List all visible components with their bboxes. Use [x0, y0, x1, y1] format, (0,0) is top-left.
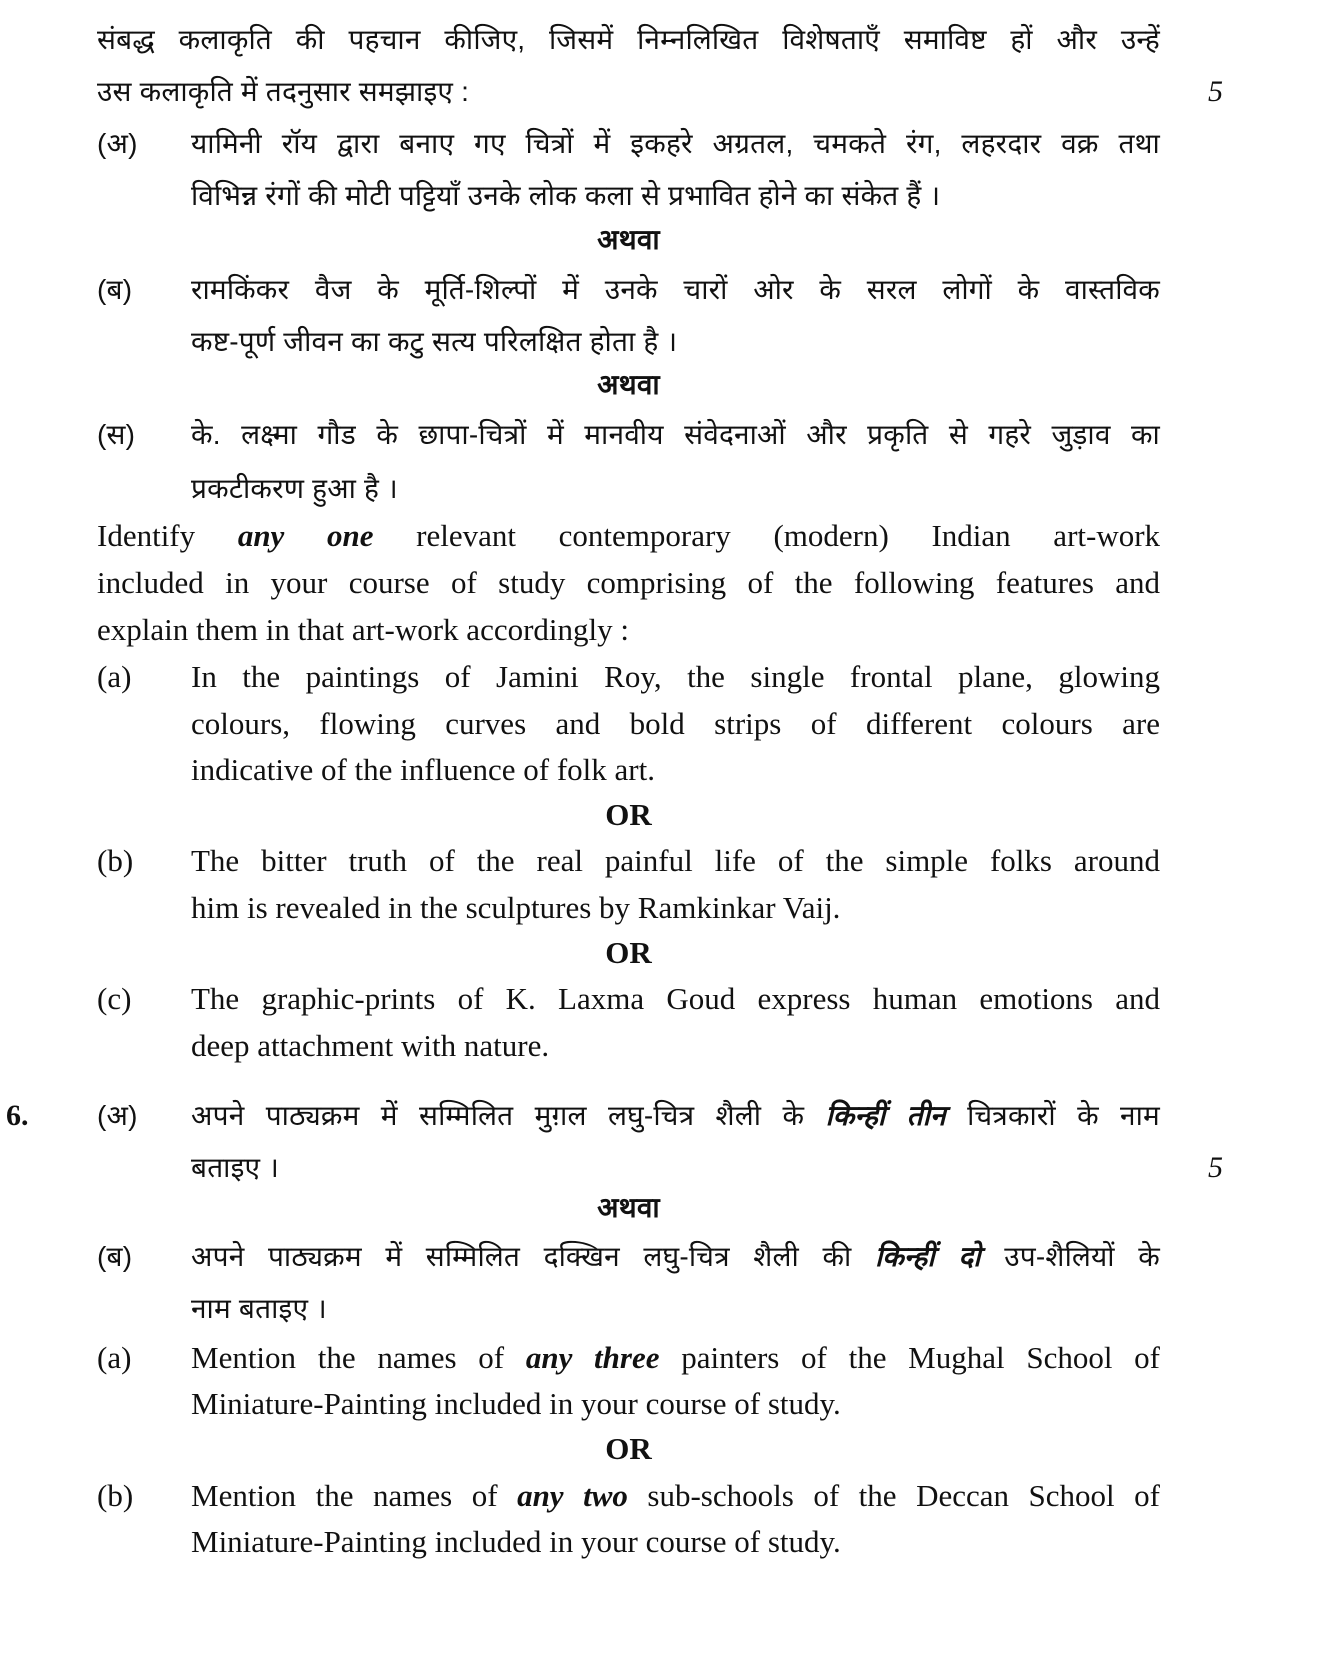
english-or-divider: OR [605, 797, 652, 832]
q6-hindi-a-line2: बताइए । [191, 1152, 280, 1183]
q6-hindi-b-line2: नाम बताइए । [191, 1293, 327, 1324]
q5-english-intro-line2: included in your course of study comprising of the following features and [97, 565, 1160, 600]
q5-hindi-option-b-line2: कष्ट-पूर्ण जीवन का कटु सत्य परिलक्षित होता है । [191, 326, 678, 357]
q6-hindi-b-post: उप-शैलियों के [1004, 1241, 1160, 1272]
q5-hindi-option-label: (अ) [97, 128, 138, 159]
q6-english-b-line1 [191, 1478, 1160, 1514]
q6-english-b-line2: Miniature-Painting included in your course of study. [191, 1524, 841, 1559]
q6-english-b-label: (b) [97, 1478, 134, 1513]
q6-english-a-post: painters of the Mughal School of [681, 1340, 1160, 1375]
q6-english-b-pre: Mention the names of [191, 1478, 498, 1513]
q6-hindi-b-label: (ब) [97, 1241, 133, 1272]
q6-english-a-emphasis: any three [525, 1340, 660, 1375]
q5-hindi-intro-line1: संबद्ध कलाकृति की पहचान कीजिए, जिसमें निम्नलिखित विशेषताएँ समाविष्ट हों और उन्हें [97, 24, 1160, 55]
english-or-divider: OR [605, 1431, 652, 1466]
q5-english-option-label: (a) [97, 659, 132, 694]
q6-hindi-a-pre: अपने पाठ्यक्रम में सम्मिलित मुग़ल लघु-चित्र शैली के [191, 1100, 805, 1131]
q5-hindi-option-c-line2: प्रकटीकरण हुआ है । [191, 473, 398, 504]
q5-hindi-option-label: (स) [97, 419, 136, 450]
q6-hindi-b-pre: अपने पाठ्यक्रम में सम्मिलित दक्खिन लघु-चित्र शैली की [191, 1241, 852, 1272]
q5-english-option-a-line2: colours, flowing curves and bold strips of different colours are [191, 706, 1160, 741]
hindi-or-divider: अथवा [597, 224, 660, 255]
intro-pre: Identify [97, 518, 196, 553]
q5-hindi-option-label: (ब) [97, 274, 133, 305]
q5-english-option-b-line1: The bitter truth of the real painful life of the simple folks around [191, 843, 1160, 878]
q6-hindi-a-label: (अ) [97, 1100, 138, 1131]
q6-english-a-line2: Miniature-Painting included in your course of study. [191, 1386, 841, 1421]
q5-english-intro-line3: explain them in that art-work accordingly : [97, 612, 629, 647]
q6-english-a-line1 [191, 1340, 1160, 1376]
q5-english-option-a-line3: indicative of the influence of folk art. [191, 752, 655, 787]
q5-marks: 5 [1208, 75, 1223, 108]
q6-english-b-emphasis: any two [517, 1478, 628, 1513]
q5-hindi-option-c-line1: के. लक्ष्मा गौड के छापा-चित्रों में मानवीय संवेदनाओं और प्रकृति से गहरे जुड़ाव का [191, 419, 1160, 450]
question-number: 6. [6, 1099, 29, 1132]
q5-hindi-option-a-line2: विभिन्न रंगों की मोटी पट्टियाँ उनके लोक कला से प्रभावित होने का संकेत हैं । [191, 180, 941, 211]
english-or-divider: OR [605, 935, 652, 970]
q5-hindi-option-a-line1: यामिनी रॉय द्वारा बनाए गए चित्रों में इकहरे अग्रतल, चमकते रंग, लहरदार वक्र तथा [191, 128, 1160, 159]
q5-english-option-c-line1: The graphic-prints of K. Laxma Goud express human emotions and [191, 981, 1160, 1016]
intro-post: relevant contemporary (modern) Indian art-work [416, 518, 1161, 553]
q5-english-option-label: (b) [97, 843, 134, 878]
q5-hindi-intro-line2: उस कलाकृति में तदनुसार समझाइए : [97, 76, 470, 107]
q6-hindi-a-emphasis: किन्हीं तीन [825, 1100, 946, 1131]
q6-hindi-a-post: चित्रकारों के नाम [967, 1100, 1160, 1131]
hindi-or-divider: अथवा [597, 369, 660, 400]
q6-hindi-b-emphasis: किन्हीं दो [874, 1241, 981, 1272]
q6-english-a-label: (a) [97, 1340, 132, 1375]
q5-english-intro-line1 [97, 518, 1160, 554]
intro-emphasis: any one [237, 518, 374, 553]
hindi-or-divider: अथवा [597, 1192, 660, 1223]
q5-english-option-a-line1: In the paintings of Jamini Roy, the single frontal plane, glowing [191, 659, 1160, 694]
q5-english-option-c-line2: deep attachment with nature. [191, 1028, 550, 1063]
q5-hindi-option-b-line1: रामकिंकर वैज के मूर्ति-शिल्पों में उनके चारों ओर के सरल लोगों के वास्तविक [191, 274, 1160, 305]
q6-english-a-pre: Mention the names of [191, 1340, 505, 1375]
q5-english-option-b-line2: him is revealed in the sculptures by Ramkinkar Vaij. [191, 890, 841, 925]
q6-marks: 5 [1208, 1151, 1223, 1184]
q6-hindi-a-line1 [191, 1098, 1160, 1134]
q5-english-option-label: (c) [97, 981, 132, 1016]
q6-english-b-post: sub-schools of the Deccan School of [647, 1478, 1160, 1513]
q6-hindi-b-line1 [191, 1239, 1160, 1275]
